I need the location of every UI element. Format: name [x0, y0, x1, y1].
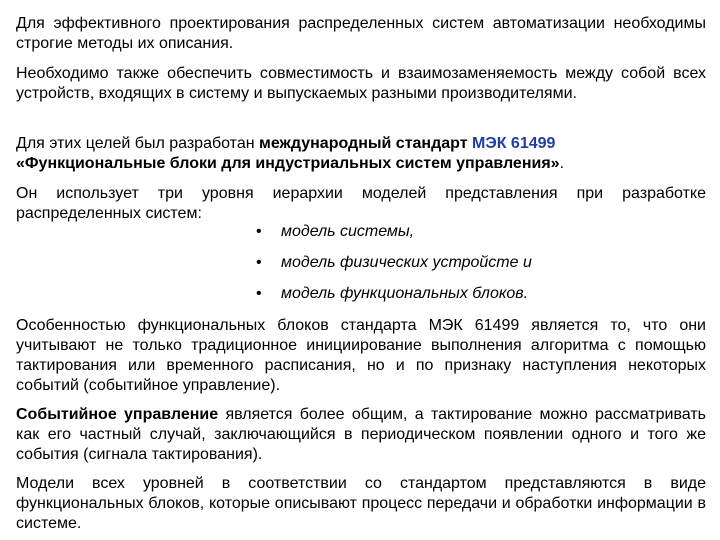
event-control-text: является более общим, а тактирование можно рассматривать как его частный случай, заключающийся в периодическом появлении одного и того же события (сигнала тактирования).	[16, 406, 706, 463]
list-item-text: модель функциональных блоков.	[281, 285, 529, 302]
bullet-icon: •	[256, 254, 262, 271]
list-item-text: модель системы,	[281, 223, 415, 240]
standard-suffix: .	[559, 155, 565, 172]
paragraph-hierarchy: Он использует три уровня иерархии моделей представления при разработке распределенных систем:	[16, 185, 706, 222]
paragraph-compatibility: Необходимо также обеспечить совместимость и взаимозаменяемость между собой всех устройств, входящих в систему и выпускаемых разными производителями.	[16, 65, 706, 102]
paragraph-models: Модели всех уровней в соответствии со стандартом представляются в виде функциональных блоков, которые описывают процесс передачи и обработки информации в системе.	[16, 475, 706, 532]
paragraph-intro: Для эффективного проектирования распределенных систем автоматизации необходимы строгие методы их описания.	[16, 15, 706, 52]
standard-code: МЭК 61499	[472, 135, 556, 152]
event-control-term: Событийное управление	[16, 406, 219, 423]
list-item-text: модель физических устройсте и	[281, 254, 532, 271]
paragraph-standard	[16, 134, 706, 174]
standard-label: международный стандарт	[259, 135, 468, 152]
bullet-icon: •	[256, 223, 262, 240]
bullet-icon: •	[256, 285, 262, 302]
paragraph-event-control	[16, 405, 706, 465]
paragraph-features: Особенностью функциональных блоков стандарта МЭК 61499 является то, что они учитывают не только традиционное инициирование выполнения алгоритма с помощью тактирования или временного расписания, но и по признаку наступления некоторых событий (событийное управление).	[16, 317, 706, 394]
standard-intro-text: Для этих целей был разработан	[16, 135, 260, 152]
standard-title: «Функциональные блоки для индустриальных систем управления»	[16, 155, 560, 172]
